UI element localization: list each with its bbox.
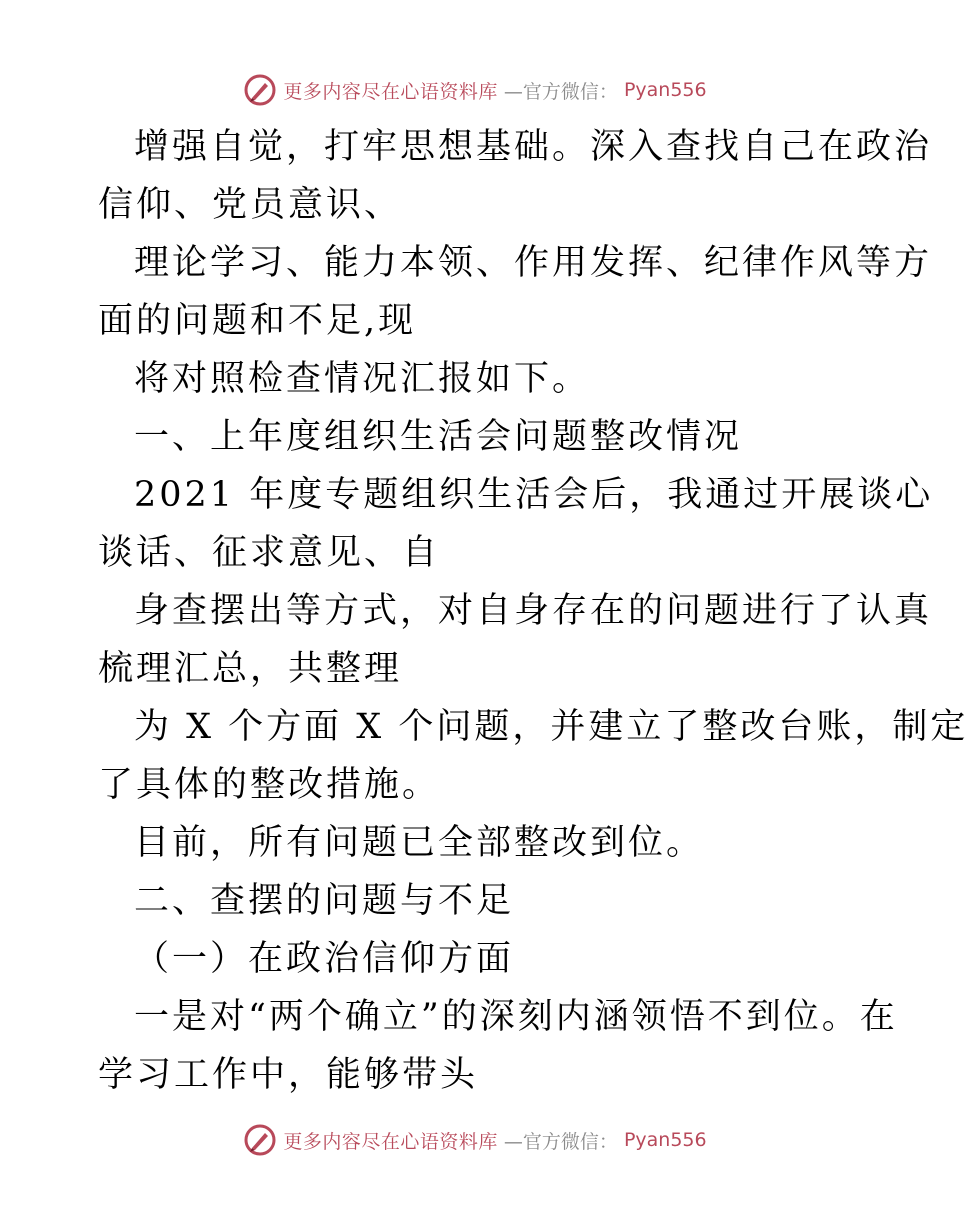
footer-watermark — [0, 1122, 950, 1158]
section-heading: 二、查摆的问题与不足 — [134, 881, 515, 921]
subsection-heading: （一）在政治信仰方面 — [134, 939, 515, 979]
text-line: 梳理汇总，共整理 — [98, 649, 403, 689]
watermark-text: 更多内容尽在心语资料库 — [283, 1130, 498, 1153]
pen-logo-icon — [243, 73, 277, 107]
text-line: 学习工作中，能够带头 — [98, 1055, 479, 1095]
text-line: 将对照检查情况汇报如下。 — [134, 359, 591, 399]
text-line: 谈话、征求意见、自 — [98, 533, 441, 573]
text-line: 2021 年度专题组织生活会后，我通过开展谈心 — [134, 475, 934, 515]
text-line: 目前，所有问题已全部整改到位。 — [134, 823, 705, 863]
watermark-separator: —官方微信： — [503, 1130, 618, 1153]
watermark-handle: Pyan556 — [623, 1129, 707, 1151]
header-watermark — [0, 72, 950, 108]
text-line: 为 X 个方面 X 个问题，并建立了整改台账，制定 — [134, 707, 968, 747]
text-line: 一是对“两个确立”的深刻内涵领悟不到位。在 — [134, 997, 898, 1037]
text-line: 了具体的整改措施。 — [98, 765, 441, 805]
pen-logo-icon — [243, 1123, 277, 1157]
watermark-handle: Pyan556 — [623, 79, 707, 101]
watermark-text: 更多内容尽在心语资料库 — [283, 80, 498, 103]
text-line: 理论学习、能力本领、作用发挥、纪律作风等方 — [134, 243, 933, 283]
text-line: 身查摆出等方式，对自身存在的问题进行了认真 — [134, 591, 933, 631]
text-line: 增强自觉，打牢思想基础。深入查找自己在政治 — [134, 127, 933, 167]
section-heading: 一、上年度组织生活会问题整改情况 — [134, 417, 743, 457]
text-line: 信仰、党员意识、 — [98, 185, 403, 225]
text-line: 面的问题和不足,现 — [98, 301, 417, 341]
watermark-separator: —官方微信： — [503, 80, 618, 103]
document-body — [98, 118, 968, 1104]
